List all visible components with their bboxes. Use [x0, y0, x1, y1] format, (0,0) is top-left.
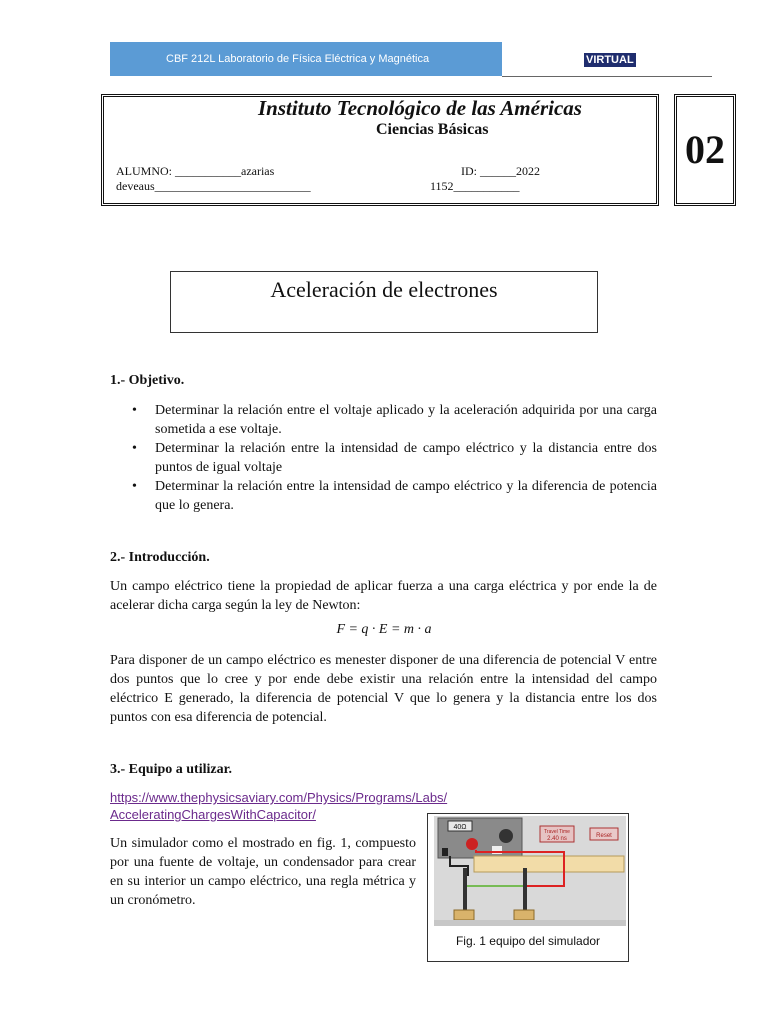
lab-number: 02	[674, 94, 736, 206]
reset-label: Reset	[596, 833, 612, 839]
department-name: Ciencias Básicas	[376, 121, 489, 138]
figure-caption: Fig. 1 equipo del simulador	[455, 934, 601, 948]
course-header-bar	[110, 42, 502, 76]
student-id-line2: 1152___________	[430, 179, 520, 193]
document-title: Aceleración de electrones	[170, 271, 598, 333]
header-rule	[502, 76, 712, 77]
student-name-line1: ALUMNO: ___________azarias	[116, 164, 275, 178]
sim-floor	[434, 920, 626, 926]
objective-item: • Determinar la relación entre el voltaje aplicado y la aceleración adquirida por una carga sometida a ese voltaje.	[132, 403, 657, 437]
intro-paragraph-1: Un campo eléctrico tiene la propiedad de aplicar fuerza a una carga eléctrica y por ende la de acelerar dicha carga según la ley de Newton:	[110, 579, 657, 613]
newton-formula: F = q · E = m · a	[336, 622, 432, 637]
plate-base-right	[514, 910, 534, 920]
student-name-line2: deveaus__________________________	[116, 179, 311, 193]
capacitor-plate-left	[463, 868, 467, 912]
voltage-readout: 40Ω	[453, 824, 467, 831]
simulator-image	[434, 816, 626, 926]
dial-knob	[499, 829, 513, 843]
red-knob	[466, 838, 478, 850]
intro-paragraph-2: Para disponer de un campo eléctrico es menester disponer de una diferencia de potencial V entre dos puntos que lo cree y por ende debe existir una relación entre la intensidad del campo eléctrico E generado, la diferencia de potencial V que lo genera y la distancia entre los dos puntos con esa diferencia de potencial.	[110, 653, 657, 725]
travel-time-label: Travel Time	[544, 829, 570, 835]
institute-name: Instituto Tecnológico de las Américas	[258, 96, 582, 120]
meter-ruler	[474, 856, 624, 872]
equipment-paragraph: Un simulador como el mostrado en fig. 1, compuesto por una fuente de voltaje, un condensador para crear en su interior un campo eléctrico, una regla métrica y un cronómetro.	[110, 836, 416, 908]
virtual-badge: VIRTUAL	[586, 54, 634, 66]
travel-time-value: 2.40 ns	[547, 836, 567, 842]
objective-list	[132, 401, 657, 515]
section1-heading: 1.- Objetivo.	[110, 373, 185, 388]
section3-heading: 3.- Equipo a utilizar.	[110, 762, 233, 777]
objective-item: • Determinar la relación entre la intensidad de campo eléctrico y la diferencia de potencia que lo genera.	[132, 479, 657, 513]
source-port	[442, 848, 448, 856]
simulator-link-line1[interactable]: https://www.thephysicsaviary.com/Physics/Programs/Labs/	[110, 790, 448, 805]
capacitor-plate-right	[523, 868, 527, 912]
section2-heading: 2.- Introducción.	[110, 550, 210, 565]
plate-base-left	[454, 910, 474, 920]
objective-item: • Determinar la relación entre la intensidad de campo eléctrico y la distancia entre dos puntos de igual voltaje	[132, 441, 657, 475]
simulator-link-line2[interactable]: AcceleratingChargesWithCapacitor/	[110, 807, 316, 822]
course-title: CBF 212L Laboratorio de Física Eléctrica y Magnética	[166, 53, 430, 65]
student-id-line1: ID: ______2022	[461, 164, 540, 178]
